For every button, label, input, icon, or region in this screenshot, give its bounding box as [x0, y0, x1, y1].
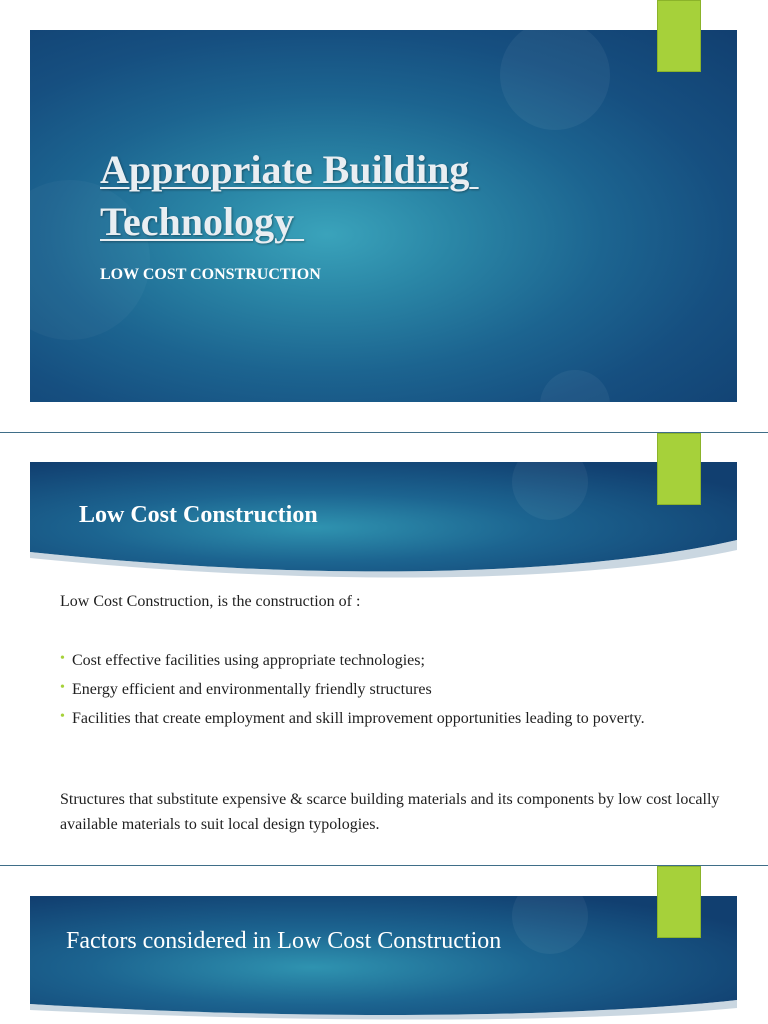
closing-paragraph: Structures that substitute expensive & scarce building materials and its components by low cost locally available materials to suit local design typologies.: [60, 791, 720, 833]
section-header-banner: [30, 896, 737, 1024]
section-title: Factors considered in Low Cost Construction: [66, 928, 502, 954]
bullet-icon: •: [60, 709, 65, 724]
slide-divider: [0, 865, 768, 866]
slide-divider: [0, 432, 768, 433]
bullet-icon: •: [60, 680, 65, 695]
accent-bar: [657, 433, 701, 505]
slide-title: Appropriate Building Technology: [100, 147, 479, 244]
accent-bar: [657, 0, 701, 72]
section-header-banner: [30, 462, 737, 582]
list-item: • Cost effective facilities using appropriate technologies;: [60, 651, 425, 669]
section-title: Low Cost Construction: [79, 502, 318, 528]
bullet-list: [60, 649, 730, 736]
decorative-bubble: [540, 370, 610, 402]
accent-bar: [657, 866, 701, 938]
banner-shape: [30, 896, 737, 1024]
decorative-bubble: [500, 30, 610, 130]
intro-text: Low Cost Construction, is the construction of :: [60, 593, 361, 610]
title-slide: [30, 30, 737, 402]
slide-subtitle: LOW COST CONSTRUCTION: [100, 266, 321, 283]
list-item: • Energy efficient and environmentally friendly structures: [60, 680, 432, 698]
bullet-icon: •: [60, 651, 65, 666]
list-item: • Facilities that create employment and skill improvement opportunities leading to poverty.: [60, 709, 645, 727]
